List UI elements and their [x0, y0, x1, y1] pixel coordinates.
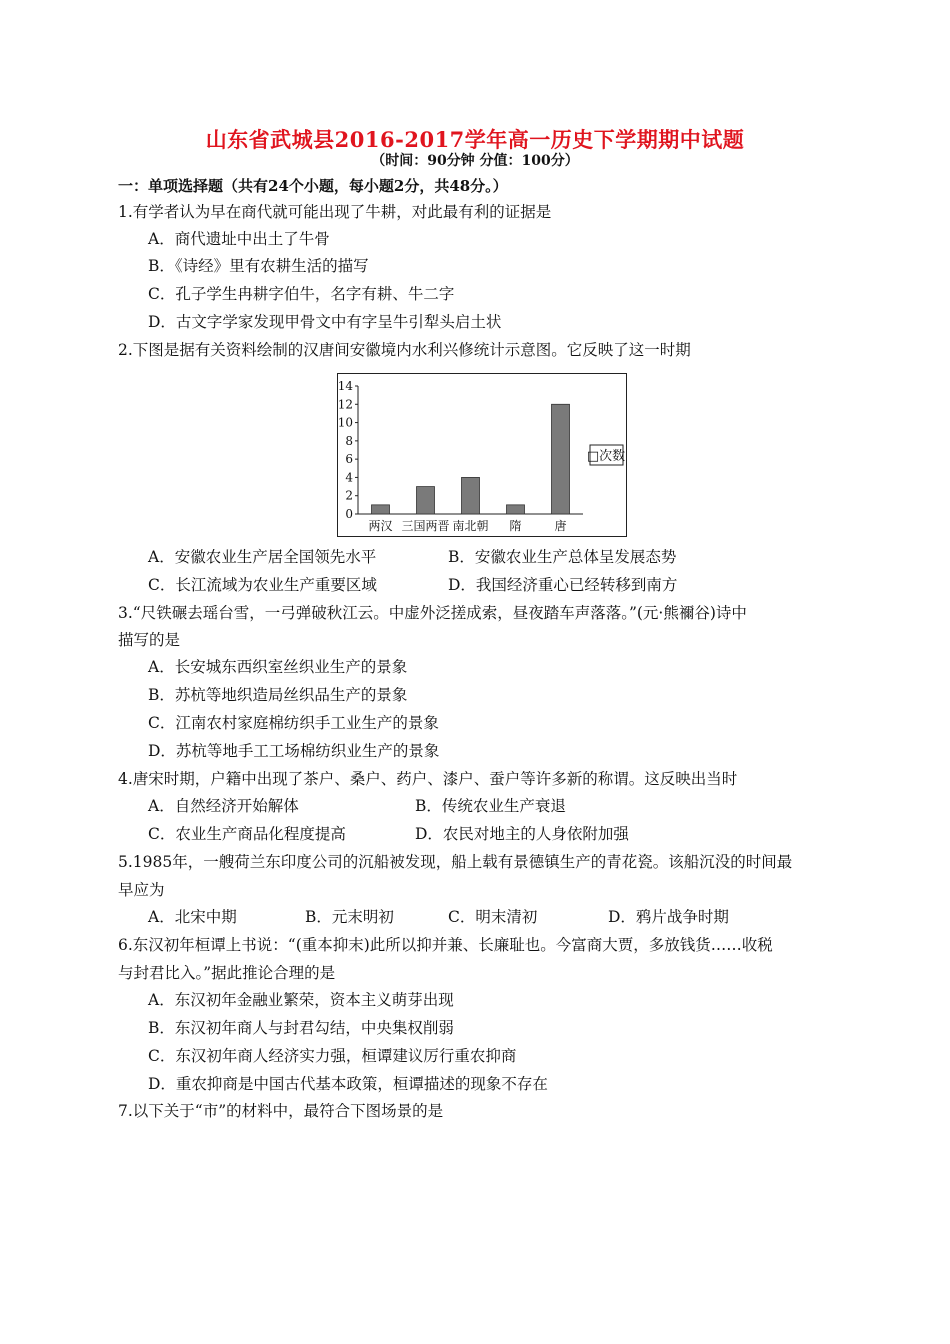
- q1-stem: 1.有学者认为早在商代就可能出现了牛耕，对此最有利的证据是: [118, 203, 552, 221]
- y-tick-label: 12: [338, 397, 353, 412]
- q6-stem-line2: 与封君比入。”据此推论合理的是: [118, 964, 336, 982]
- x-tick-label: 两汉: [368, 519, 393, 533]
- q6-option-c: C．东汉初年商人经济实力强，桓谭建议厉行重农抑商: [148, 1047, 517, 1065]
- q3-stem-line2: 描写的是: [118, 631, 181, 649]
- q6-stem-line1: 6.东汉初年桓谭上书说：“(重本抑末)此所以抑并兼、长廉耻也。今富商大贾，多放钱货……收税: [118, 936, 773, 954]
- q6-option-b: B．东汉初年商人与封君勾结，中央集权削弱: [148, 1019, 454, 1037]
- q4-option-c: C．农业生产商品化程度提高: [148, 825, 346, 843]
- q6-option-d: D．重农抑商是中国古代基本政策，桓谭描述的现象不存在: [148, 1075, 548, 1093]
- q4-option-a: A．自然经济开始解体: [148, 797, 299, 815]
- q2-option-c: C．长江流域为农业生产重要区域: [148, 576, 377, 594]
- x-tick-label: 唐: [554, 519, 567, 533]
- irrigation-bar-chart: [337, 373, 627, 537]
- q2-stem: 2.下图是据有关资料绘制的汉唐间安徽境内水利兴修统计示意图。它反映了这一时期: [118, 341, 691, 359]
- legend-label: □次数: [586, 449, 626, 464]
- x-tick-label: 隋: [509, 519, 522, 533]
- q5-stem-line1: 5.1985年，一艘荷兰东印度公司的沉船被发现，船上载有景德镇生产的青花瓷。该船沉没的时间最: [118, 853, 793, 871]
- q4-option-b: B．传统农业生产衰退: [415, 797, 566, 815]
- q1-option-c: C．孔子学生冉耕字伯牛，名字有耕、牛二字: [148, 285, 455, 303]
- q3-option-c: C．江南农村家庭棉纺织手工业生产的景象: [148, 714, 439, 732]
- exam-subtitle: （时间：90分钟 分值：100分）: [371, 153, 579, 169]
- bar-0: [372, 505, 390, 514]
- y-tick-label: 4: [345, 470, 353, 485]
- q2-option-a: A．安徽农业生产居全国领先水平: [148, 548, 377, 566]
- q1-option-b: B．《诗经》里有农耕生活的描写: [148, 257, 369, 275]
- y-tick-label: 0: [345, 507, 353, 521]
- q3-stem-line1: 3.“尺铁碾去瑶台雪，一弓弹破秋江云。中虚外泛搓成索，昼夜踏车声落落。”(元·熊禰谷)诗中: [118, 604, 747, 622]
- bar-1: [417, 487, 435, 514]
- exam-title: 山东省武城县2016-2017学年高一历史下学期期中试题: [205, 127, 745, 152]
- q5-option-d: D．鸦片战争时期: [608, 908, 729, 926]
- q3-option-a: A．长安城东西织室丝织业生产的景象: [148, 658, 408, 676]
- bar-2: [462, 477, 480, 514]
- x-tick-label: 三国两晋: [401, 519, 450, 533]
- q5-option-c: C．明末清初: [448, 908, 538, 926]
- q7-stem: 7.以下关于“市”的材料中，最符合下图场景的是: [118, 1102, 444, 1120]
- q1-option-a: A．商代遗址中出土了牛骨: [148, 230, 330, 248]
- y-tick-label: 2: [345, 488, 353, 503]
- chart-svg: [338, 374, 626, 536]
- q3-option-b: B．苏杭等地织造局丝织品生产的景象: [148, 686, 408, 704]
- y-tick-label: 10: [338, 415, 353, 430]
- q5-option-a: A．北宋中期: [148, 908, 237, 926]
- q4-option-d: D．农民对地主的人身依附加强: [415, 825, 629, 843]
- q2-option-b: B．安徽农业生产总体呈发展态势: [448, 548, 677, 566]
- q2-option-d: D．我国经济重心已经转移到南方: [448, 576, 678, 594]
- bar-3: [507, 505, 525, 514]
- bar-4: [552, 404, 570, 514]
- q4-stem: 4.唐宋时期，户籍中出现了茶户、桑户、药户、漆户、蚕户等许多新的称谓。这反映出当时: [118, 770, 738, 788]
- q3-option-d: D．苏杭等地手工工场棉纺织业生产的景象: [148, 742, 440, 760]
- q1-option-d: D．古文字学家发现甲骨文中有字呈牛引犁头启土状: [148, 313, 502, 331]
- x-tick-label: 南北朝: [452, 519, 489, 533]
- q5-option-b: B．元末明初: [305, 908, 394, 926]
- q6-option-a: A．东汉初年金融业繁荣，资本主义萌芽出现: [148, 991, 454, 1009]
- y-tick-label: 6: [345, 452, 353, 467]
- q5-stem-line2: 早应为: [118, 881, 165, 899]
- section-heading: 一：单项选择题（共有24个小题，每小题2分，共48分。）: [118, 177, 508, 195]
- y-tick-label: 14: [338, 379, 353, 393]
- y-tick-label: 8: [345, 433, 353, 448]
